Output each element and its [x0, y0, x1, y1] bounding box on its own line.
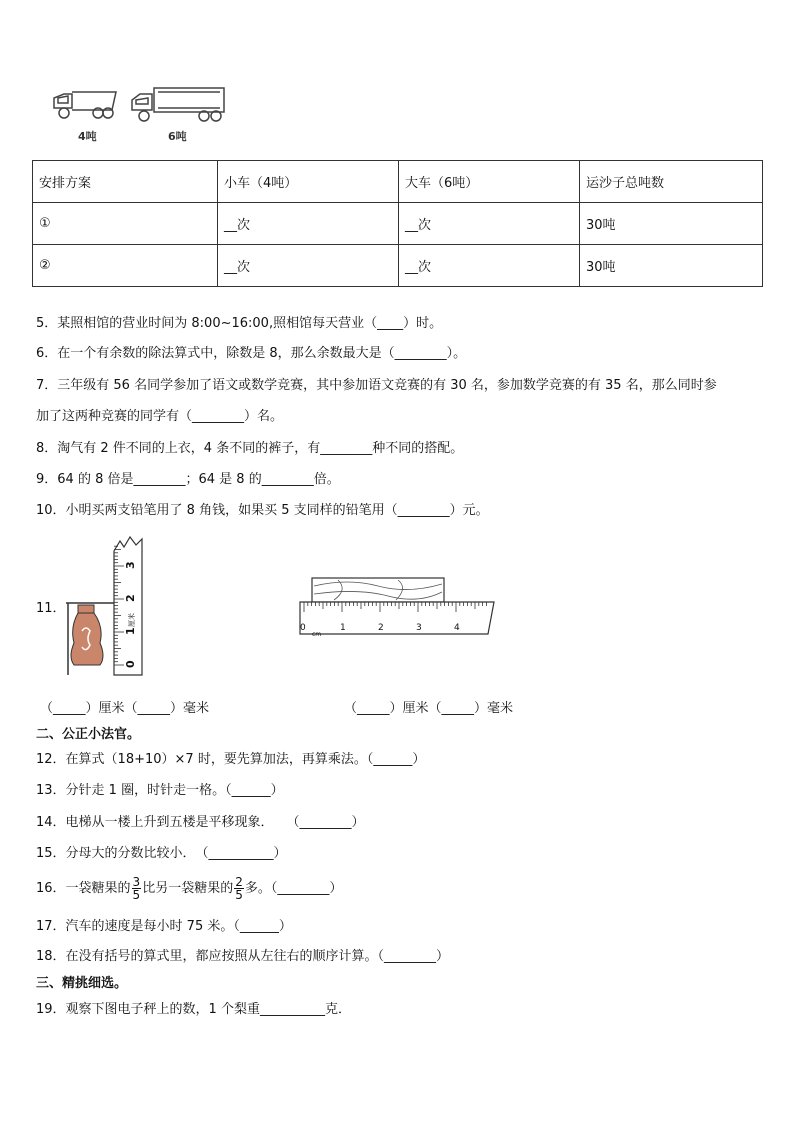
- large-truck-label: 6吨: [168, 130, 187, 143]
- question-14: 14．电梯从一楼上升到五楼是平移现象． （________）: [36, 815, 365, 830]
- horizontal-ruler-tick-label: 1: [340, 623, 346, 633]
- question-9: 9．64 的 8 倍是________；64 是 8 的________倍。: [36, 472, 340, 487]
- question-13: 13．分针走 1 圈，时针走一格。（______）: [36, 783, 284, 798]
- trucks-illustration: [50, 86, 230, 130]
- table-row: [33, 245, 763, 287]
- table-cell: ①: [33, 203, 218, 245]
- header-cell: 小车（4吨）: [218, 161, 399, 203]
- vertical-ruler-figure: [64, 535, 154, 680]
- table-row: [33, 203, 763, 245]
- horizontal-ruler-tick-label: 2: [378, 623, 384, 633]
- fraction-two-fifths: [234, 876, 244, 901]
- question-6: 6．在一个有余数的除法算式中，除数是 8，那么余数最大是（________）。: [36, 346, 467, 361]
- small-truck-icon: [54, 92, 116, 118]
- table-cell: 30吨: [580, 203, 763, 245]
- section-3-heading: 三、精挑细选。: [36, 976, 128, 991]
- table-cell: 30吨: [580, 245, 763, 287]
- horizontal-ruler-tick-label: 0: [300, 623, 306, 633]
- fraction-three-fifths: [132, 876, 142, 901]
- question-5: 5．某照相馆的营业时间为 8:00~16:00,照相馆每天营业（____）时。: [36, 316, 443, 331]
- question-16: [36, 874, 342, 904]
- question-8: 8．淘气有 2 件不同的上衣，4 条不同的裤子，有________种不同的搭配。: [36, 441, 464, 456]
- plan-table: [32, 160, 763, 287]
- large-truck-icon: [132, 88, 224, 121]
- vertical-ruler-unit: 厘米: [128, 613, 136, 627]
- question-19: 19．观察下图电子秤上的数，1 个梨重__________克．: [36, 1002, 351, 1017]
- question-11-answer-left[interactable]: （_____）厘米（_____）毫米: [40, 701, 210, 716]
- question-11: 11．: [36, 601, 66, 616]
- header-cell: 安排方案: [33, 161, 218, 203]
- question-7-line1: 7．三年级有 56 名同学参加了语文或数学竞赛，其中参加语文竞赛的有 30 名，参加数学竞赛的有 35 名，那么同时参: [36, 378, 717, 393]
- vertical-ruler-tick-label: 3: [124, 561, 137, 569]
- table-cell[interactable]: __次: [399, 245, 580, 287]
- header-cell: 大车（6吨）: [399, 161, 580, 203]
- bottle-icon: [71, 605, 103, 665]
- question-11-answer-right[interactable]: （_____）厘米（_____）毫米: [344, 701, 514, 716]
- fraction-numerator: 3: [132, 875, 141, 889]
- horizontal-ruler-figure: [298, 574, 498, 640]
- fraction-denominator: 5: [235, 888, 243, 902]
- horizontal-ruler-tick-label: 4: [454, 623, 460, 633]
- header-cell: 运沙子总吨数: [580, 161, 763, 203]
- fraction-denominator: 5: [132, 888, 141, 902]
- question-18: 18．在没有括号的算式里，都应按照从左往右的顺序计算。（________）: [36, 949, 450, 964]
- small-truck-label: 4吨: [78, 130, 97, 143]
- vertical-ruler-tick-label: 2: [124, 594, 137, 602]
- horizontal-ruler-unit: cm: [312, 631, 322, 638]
- fraction-numerator: 2: [235, 875, 243, 889]
- question-7-line2: 加了这两种竞赛的同学有（________）名。: [36, 409, 284, 424]
- table-cell[interactable]: __次: [399, 203, 580, 245]
- table-cell[interactable]: __次: [218, 245, 399, 287]
- table-cell: ②: [33, 245, 218, 287]
- question-16-text-c: 多。（________）: [244, 881, 343, 896]
- table-cell[interactable]: __次: [218, 203, 399, 245]
- question-16-text-b: 比另一袋糖果的: [142, 881, 234, 896]
- question-12: 12．在算式（18+10）×7 时，要先算加法，再算乘法。（______）: [36, 752, 426, 767]
- section-2-heading: 二、公正小法官。: [36, 727, 141, 742]
- wood-block-icon: [312, 578, 444, 602]
- vertical-ruler-tick-label: 1: [124, 627, 137, 635]
- vertical-ruler-tick-label: 0: [124, 660, 137, 668]
- horizontal-ruler-tick-label: 3: [416, 623, 422, 633]
- question-16-text-a: 16．一袋糖果的: [36, 881, 131, 896]
- question-10: 10．小明买两支铅笔用了 8 角钱，如果买 5 支同样的铅笔用（________）元。: [36, 503, 489, 518]
- table-header-row: [33, 161, 763, 203]
- question-17: 17．汽车的速度是每小时 75 米。（______）: [36, 919, 292, 934]
- question-15: 15．分母大的分数比较小． （__________）: [36, 846, 287, 861]
